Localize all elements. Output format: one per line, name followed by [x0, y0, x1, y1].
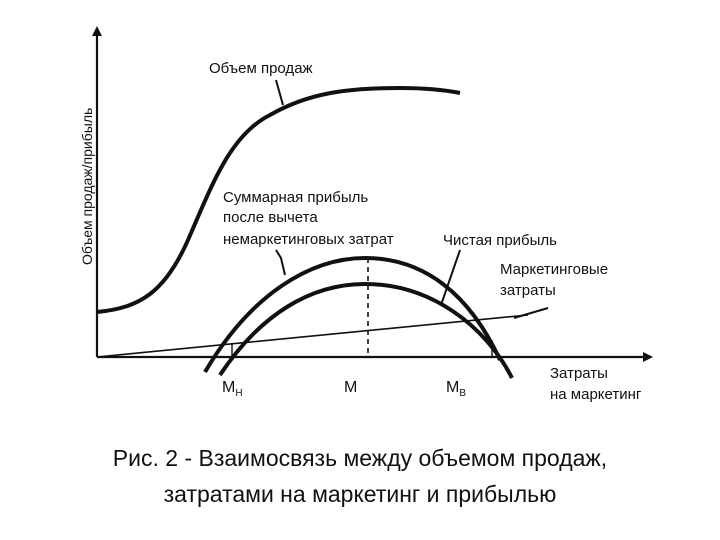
tick-m-high: $M_В$	[446, 379, 466, 399]
marketing-costs-line	[97, 315, 528, 357]
total-profit-pointer	[276, 250, 285, 275]
y-axis-label: Объем продаж/прибыль	[79, 107, 95, 265]
marketing-costs-label-line1: Маркетинговые	[500, 261, 609, 278]
x-axis-label-line2: на маркетинг	[550, 386, 642, 403]
total-profit-label-line2: после вычета	[223, 209, 318, 226]
caption-line2: затратами на маркетинг и прибылью	[163, 481, 557, 507]
marketing-costs-pointer	[514, 308, 548, 318]
tick-m-low: $M_Н$	[222, 379, 243, 399]
total-profit-label-line3: немаркетинговых затрат	[223, 231, 394, 248]
sales-volume-label: Объем продаж	[209, 60, 313, 77]
marketing-costs-label-line2: затраты	[500, 282, 556, 299]
total-profit-label-line1: Суммарная прибыль	[223, 189, 369, 206]
tick-m: M	[344, 379, 358, 396]
net-profit-label: Чистая прибыль	[443, 232, 557, 249]
sales-volume-pointer	[276, 80, 283, 105]
figure-caption	[0, 440, 720, 512]
caption-line1: Рис. 2 - Взаимосвязь между объемом продаж,	[112, 445, 608, 471]
x-axis-label-line1: Затраты	[550, 365, 608, 382]
